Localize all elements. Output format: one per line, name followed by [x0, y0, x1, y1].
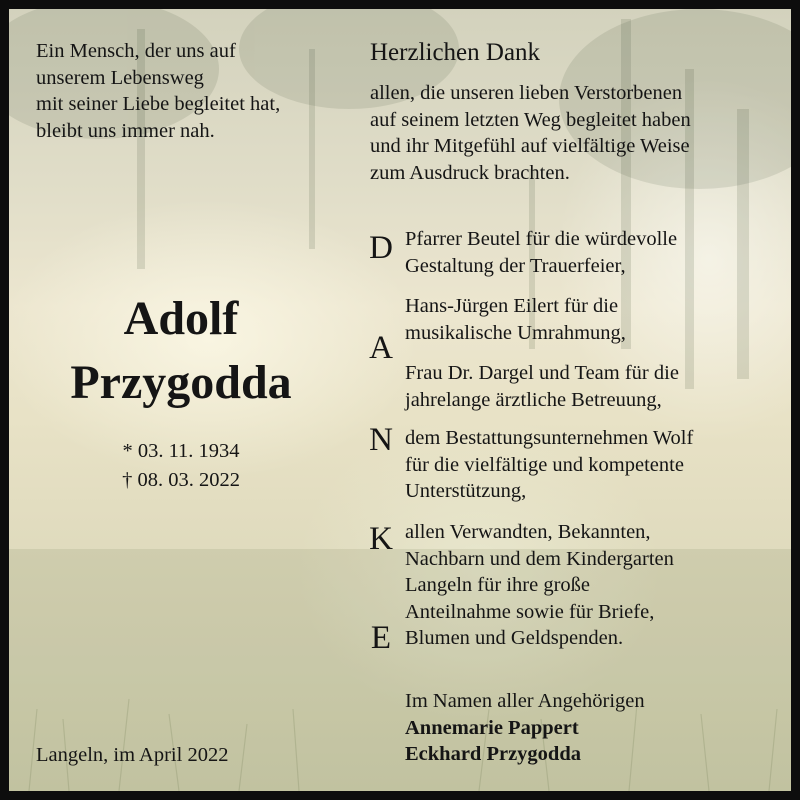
- signature-intro: Im Namen aller Angehörigen: [405, 690, 645, 712]
- deceased-name: [36, 287, 326, 415]
- death-date: † 08. 03. 2022: [122, 469, 240, 491]
- quote-line: Ein Mensch, der uns auf: [36, 40, 236, 62]
- memorial-quote: [36, 38, 280, 144]
- life-dates: [36, 437, 326, 495]
- birth-date: * 03. 11. 1934: [122, 440, 240, 462]
- quote-line: mit seiner Liebe begleitet hat,: [36, 93, 281, 116]
- danke-letter-a: A: [369, 330, 393, 366]
- danke-letter-e: E: [370, 620, 392, 656]
- thanks-heading: Herzlichen Dank: [370, 39, 541, 66]
- signatory-name: Annemarie Pappert: [405, 716, 579, 739]
- quote-line: bleibt uns immer nah.: [36, 119, 215, 142]
- acknowledgement-item: dem Bestattungsunternehmen Wolf für die vielfältige und kompetente Unterstützung,: [405, 427, 694, 503]
- quote-line: unserem Lebensweg: [36, 66, 204, 89]
- danke-letter-n: N: [369, 422, 393, 458]
- place-and-date: Langeln, im April 2022: [36, 744, 229, 766]
- acknowledgement-item: Frau Dr. Dargel und Team für die jahrelange ärztliche Betreuung,: [405, 362, 679, 411]
- signatory-name: Eckhard Przygodda: [405, 743, 581, 766]
- acknowledgement-item: Pfarrer Beutel für die würdevolle Gestaltung der Trauerfeier,: [405, 228, 678, 277]
- danke-letter-d: D: [369, 230, 393, 266]
- acknowledgement-item: allen Verwandten, Bekannten, Nachbarn und dem Kindergarten Langeln für ihre große Anteilnahme sowie für Briefe, Blumen und Geldspenden.: [405, 521, 674, 650]
- signature-block: [405, 688, 645, 768]
- last-name: Przygodda: [70, 356, 292, 409]
- first-name: Adolf: [123, 292, 239, 345]
- acknowledgement-item: Hans-Jürgen Eilert für die musikalische Umrahmung,: [405, 295, 626, 344]
- danke-letter-k: K: [369, 521, 393, 557]
- thanks-intro: allen, die unseren lieben Verstorbenen auf seinem letzten Weg begleitet haben und ihr Mitgefühl auf vielfältige Weise zum Ausdruck brachten.: [370, 82, 691, 184]
